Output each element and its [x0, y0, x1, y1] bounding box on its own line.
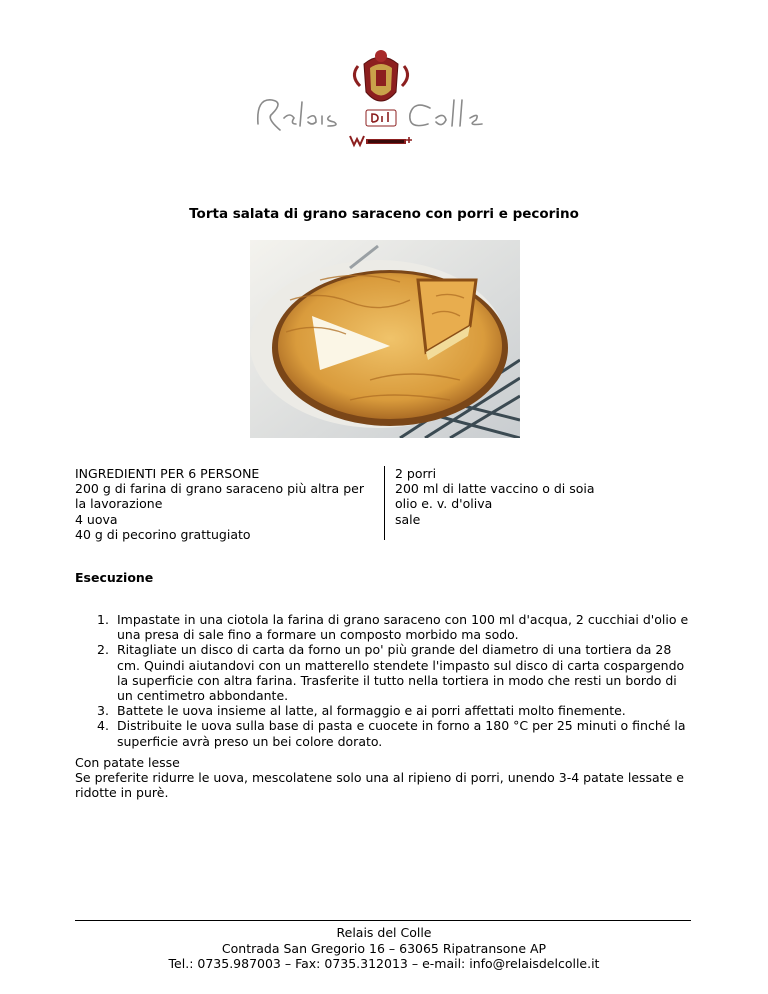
tart-photo	[250, 240, 520, 438]
sponsor-logo	[348, 134, 414, 146]
steps-list	[75, 612, 695, 749]
note-title: Con patate lesse	[75, 755, 180, 770]
ingredient-line: olio e. v. d'oliva	[395, 496, 493, 512]
recipe-title: Torta salata di grano saraceno con porri e pecorino	[189, 206, 579, 222]
ingredient-line: 4 uova	[75, 511, 118, 527]
footer-name: Relais del Colle	[336, 925, 432, 940]
step-text: Distribuite le uova sulla base di pasta e cuocete in forno a 180 °C per 25 minuti o finché la superficie avrà preso un bei colore dorato.	[117, 718, 686, 749]
ingredient-line: 2 porri	[395, 466, 437, 481]
step-item	[75, 703, 695, 718]
relais-logo	[250, 46, 512, 154]
footer-contacts: Tel.: 0735.987003 – Fax: 0735.312013 – e-mail: info@relaisdelcolle.it	[168, 956, 600, 971]
step-item	[75, 612, 695, 642]
step-item	[75, 718, 695, 748]
ingredients-left-column	[75, 466, 382, 542]
ingredient-line: 40 g di pecorino grattugiato	[75, 526, 251, 542]
step-text: Impastate in una ciotola la farina di grano saraceno con 100 ml d'acqua, 2 cucchiai d'olio e una presa di sale fino a formare un composto morbido ma sodo.	[117, 612, 689, 643]
ingredients-right-column	[395, 466, 655, 527]
step-number: 4.	[97, 718, 109, 734]
ingredient-line: 200 g di farina di grano saraceno più altra per	[75, 481, 364, 497]
footer	[0, 925, 768, 972]
step-number: 2.	[97, 642, 109, 658]
crest-icon	[354, 50, 407, 101]
ingredient-line: sale	[395, 511, 421, 527]
variation-note	[75, 755, 700, 801]
step-item	[75, 642, 695, 703]
step-number: 1.	[97, 612, 109, 627]
footer-address: Contrada San Gregorio 16 – 63065 Ripatransone AP	[221, 940, 547, 956]
del-mark	[366, 110, 396, 126]
ingredient-line: INGREDIENTI PER 6 PERSONE	[75, 466, 260, 481]
column-divider	[384, 466, 385, 540]
note-body: Se preferite ridurre le uova, mescolatene solo una al ripieno di porri, unendo 3-4 patate lessate e ridotte in purè.	[75, 770, 684, 801]
step-number: 3.	[97, 703, 109, 719]
tart-image	[250, 240, 520, 438]
footer-divider	[75, 920, 691, 921]
ingredient-line: la lavorazione	[75, 496, 163, 512]
ingredient-line: 200 ml di latte vaccino o di soia	[395, 481, 595, 497]
logo-graphic	[250, 46, 512, 154]
step-text: Battete le uova insieme al latte, al formaggio e ai porri affettati molto finemente.	[117, 703, 626, 719]
step-text: Ritagliate un disco di carta da forno un po' più grande del diametro di una tortiera da 28 cm. Quindi aiutandovi con un matterello stendete l'impasto sul disco di carta cospargendo la superficie con altra farina. Trasferite il tutto nella tortiera in modo che resti un bordo di un centimetro abbondante.	[117, 642, 685, 704]
execution-heading: Esecuzione	[75, 570, 154, 585]
